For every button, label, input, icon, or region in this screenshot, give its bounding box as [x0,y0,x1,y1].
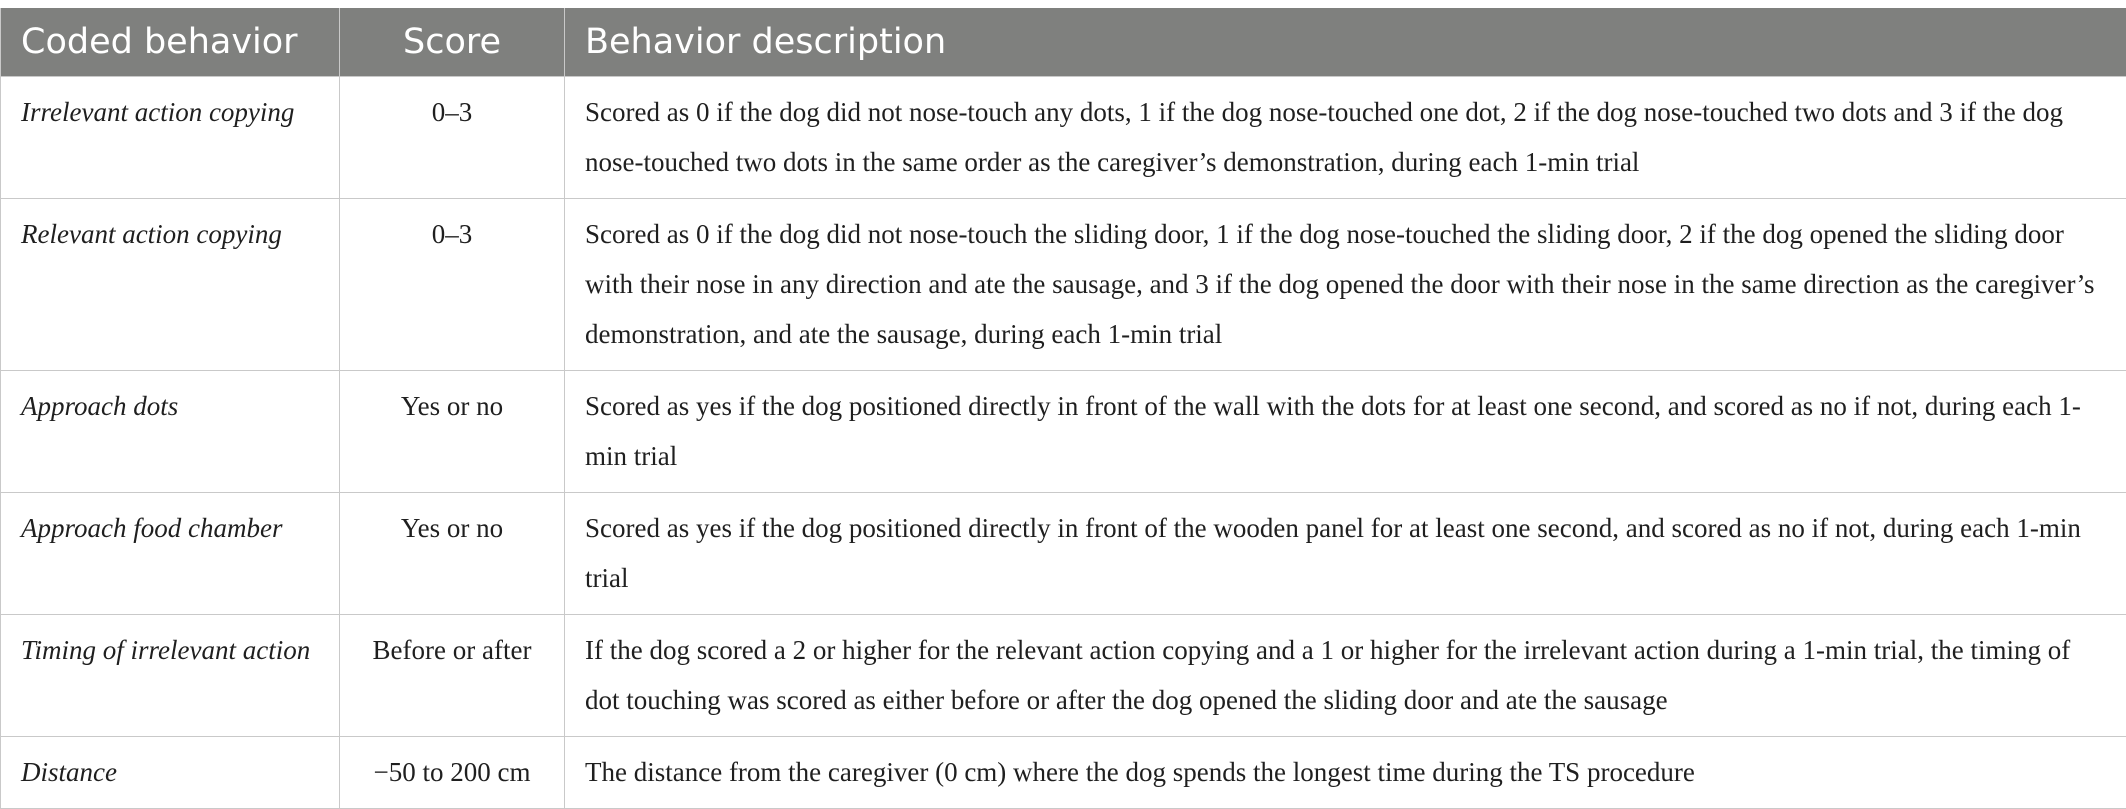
description-cell: Scored as 0 if the dog did not nose-touch any dots, 1 if the dog nose-touched one dot, 2 if the dog nose-touched two dots and 3 if the dog nose-touched two dots in the same order as the caregiver’s demonstration, during each 1-min trial [565,77,2126,199]
table-row [1,493,2126,615]
description-cell: Scored as 0 if the dog did not nose-touch the sliding door, 1 if the dog nose-touched the sliding door, 2 if the dog opened the sliding door with their nose in any direction and ate the sausage, and 3 if the dog opened the door with their nose in the same direction as the caregiver’s demonstration, and ate the sausage, during each 1-min trial [565,199,2126,371]
table-row [1,77,2126,199]
table-body [1,77,2126,809]
table-row [1,199,2126,371]
table-row [1,737,2126,809]
behavior-cell: Approach food chamber [1,493,340,615]
score-cell: Before or after [340,615,565,737]
table-row [1,371,2126,493]
description-cell: The distance from the caregiver (0 cm) where the dog spends the longest time during the TS procedure [565,737,2126,809]
header-behavior-description: Behavior description [565,8,2126,77]
table-row [1,615,2126,737]
header-row [1,8,2126,77]
description-cell: Scored as yes if the dog positioned directly in front of the wooden panel for at least one second, and scored as no if not, during each 1-min trial [565,493,2126,615]
score-cell: 0–3 [340,77,565,199]
behavior-cell: Timing of irrelevant action [1,615,340,737]
coded-behavior-table [0,8,2126,809]
description-cell: Scored as yes if the dog positioned directly in front of the wall with the dots for at least one second, and scored as no if not, during each 1-min trial [565,371,2126,493]
score-cell: Yes or no [340,493,565,615]
behavior-cell: Irrelevant action copying [1,77,340,199]
behavior-cell: Distance [1,737,340,809]
header-score: Score [340,8,565,77]
header-coded-behavior: Coded behavior [1,8,340,77]
behavior-cell: Relevant action copying [1,199,340,371]
table-header [1,8,2126,77]
coded-behavior-table-container [0,8,2126,809]
score-cell: 0–3 [340,199,565,371]
behavior-cell: Approach dots [1,371,340,493]
description-cell: If the dog scored a 2 or higher for the relevant action copying and a 1 or higher for the irrelevant action during a 1-min trial, the timing of dot touching was scored as either before or after the dog opened the sliding door and ate the sausage [565,615,2126,737]
score-cell: −50 to 200 cm [340,737,565,809]
score-cell: Yes or no [340,371,565,493]
